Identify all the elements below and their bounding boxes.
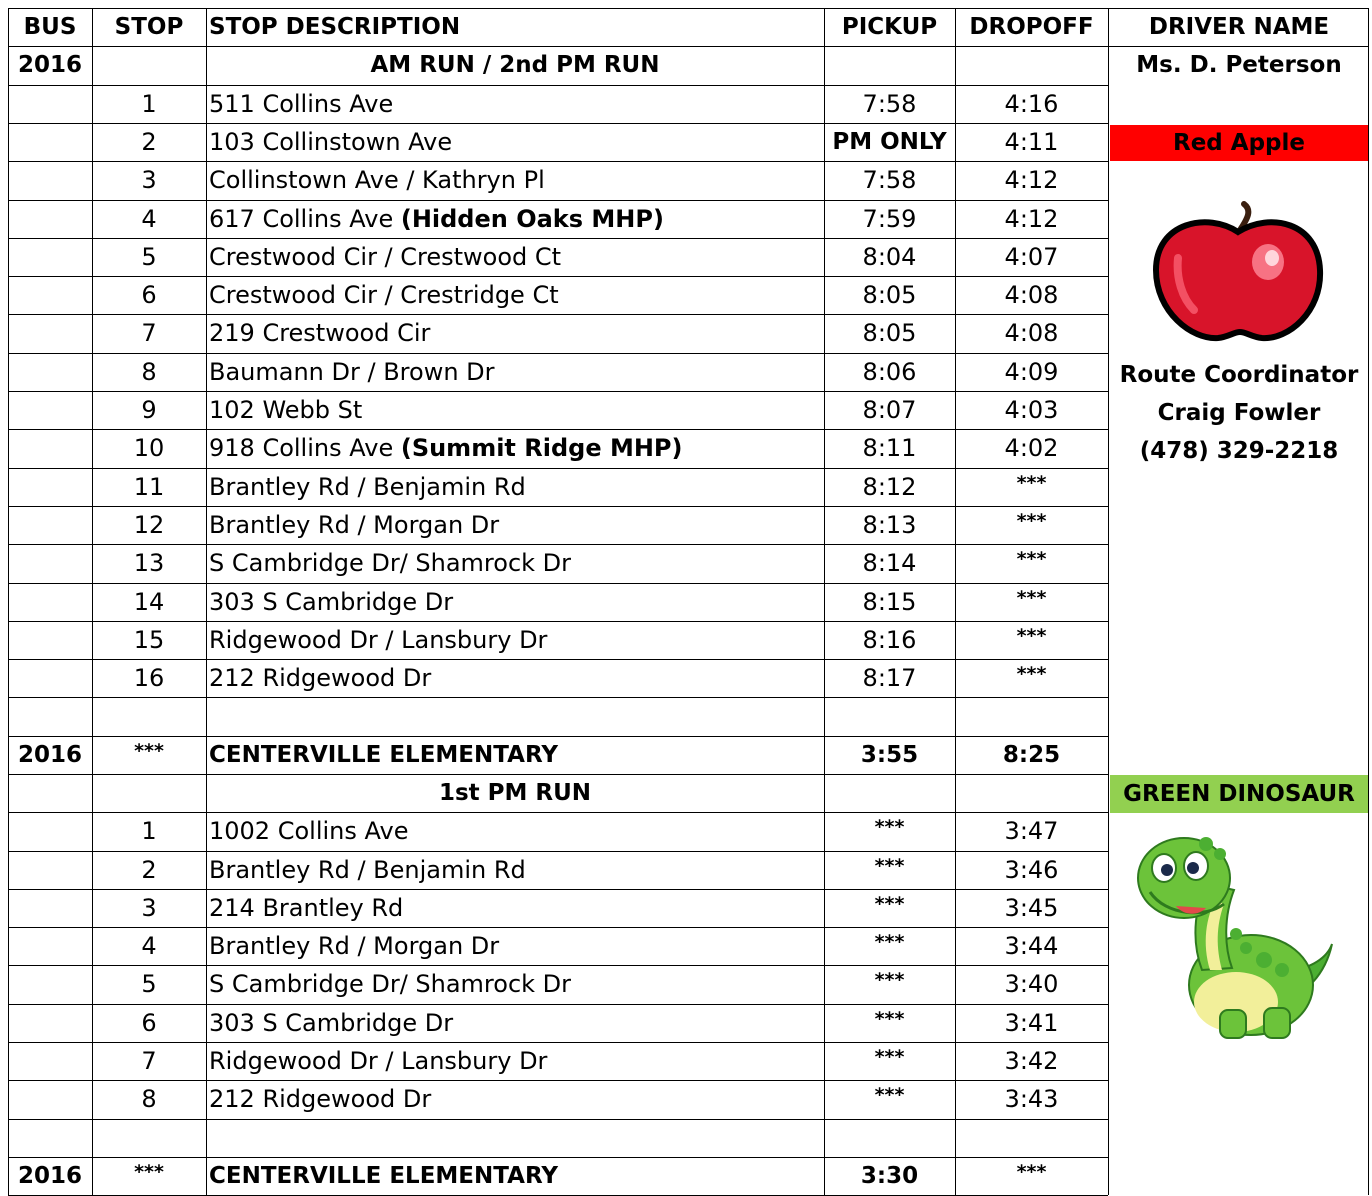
dropoff-time: 4:07 [1004, 243, 1059, 271]
stop-number: 12 [133, 511, 165, 539]
header-bus: BUS [23, 14, 77, 40]
stop-description: Collinstown Ave / Kathryn Pl [209, 166, 545, 194]
green-dinosaur-label: GREEN DINOSAUR [1123, 781, 1355, 807]
stop-description: Brantley Rd / Benjamin Rd [209, 473, 526, 501]
stop-number: 14 [133, 588, 165, 616]
stop-number: 4 [141, 932, 157, 960]
stop-description: 219 Crestwood Cir [209, 319, 431, 347]
dropoff-time: *** [1016, 510, 1047, 532]
stop-description: 511 Collins Ave [209, 90, 394, 118]
dropoff-time: *** [1016, 1161, 1047, 1183]
pickup-time: *** [874, 1046, 905, 1068]
stop-number: 11 [133, 473, 165, 501]
pickup-time: 8:17 [862, 664, 917, 692]
stop-number: 7 [141, 1047, 157, 1075]
pickup-time: 8:11 [862, 434, 917, 462]
dropoff-time: *** [1016, 587, 1047, 609]
dropoff-time: 3:45 [1004, 894, 1059, 922]
green-dinosaur-icon [1136, 820, 1336, 1045]
stop-description: S Cambridge Dr/ Shamrock Dr [209, 549, 572, 577]
grid-col-line [1368, 8, 1369, 1195]
pickup-time: *** [874, 1084, 905, 1106]
bus-number: 2016 [17, 742, 82, 768]
stop-number: 15 [133, 626, 165, 654]
dropoff-time: *** [1016, 472, 1047, 494]
pickup-time: 8:14 [862, 549, 917, 577]
grid-col-line [1108, 8, 1109, 1195]
header-description: STOP DESCRIPTION [209, 14, 461, 40]
dropoff-time: *** [1016, 625, 1047, 647]
pickup-time: *** [874, 893, 905, 915]
header-stop: STOP [114, 14, 184, 40]
run-title: AM RUN / 2nd PM RUN [370, 52, 660, 78]
school-name: CENTERVILLE ELEMENTARY [209, 1163, 559, 1189]
stop-desc-landmark: (Summit Ridge MHP) [400, 434, 683, 462]
stop-description: 103 Collinstown Ave [209, 128, 453, 156]
dropoff-time: 3:43 [1004, 1085, 1059, 1113]
red-apple-icon [1148, 200, 1328, 342]
pickup-time: 8:15 [862, 588, 917, 616]
dropoff-time: 4:12 [1004, 205, 1059, 233]
pickup-time: *** [874, 931, 905, 953]
pickup-time: 8:05 [862, 281, 917, 309]
dropoff-time: 4:03 [1004, 396, 1059, 424]
stop-number: 3 [141, 166, 157, 194]
stop-description: Crestwood Cir / Crestwood Ct [209, 243, 562, 271]
pickup-time: *** [874, 969, 905, 991]
stop-description: 303 S Cambridge Dr [209, 1009, 454, 1037]
pickup-time: *** [874, 1008, 905, 1030]
stop-number: 8 [141, 358, 157, 386]
bus-number: 2016 [17, 1163, 82, 1189]
stop-number: 3 [141, 894, 157, 922]
coordinator-name: Craig Fowler [1157, 400, 1321, 426]
pickup-time: PM ONLY [832, 129, 947, 155]
pickup-time: 8:06 [862, 358, 917, 386]
bus-number: 2016 [17, 52, 82, 78]
pickup-time: 8:05 [862, 319, 917, 347]
dropoff-time: 4:02 [1004, 434, 1059, 462]
dropoff-time: 4:08 [1004, 319, 1059, 347]
stop-description: Ridgewood Dr / Lansbury Dr [209, 626, 548, 654]
stop-number: 8 [141, 1085, 157, 1113]
stop-description: 214 Brantley Rd [209, 894, 404, 922]
stop-number: 4 [141, 205, 157, 233]
dropoff-time: 8:25 [1002, 742, 1061, 768]
stop-description: 212 Ridgewood Dr [209, 1085, 432, 1113]
stop-description [209, 429, 824, 467]
grid-row-line [8, 697, 1108, 698]
pickup-time: *** [874, 816, 905, 838]
run-title: 1st PM RUN [438, 780, 592, 806]
pickup-time: 3:30 [860, 1163, 919, 1189]
coordinator-phone: (478) 329-2218 [1139, 438, 1339, 464]
grid-row-line [8, 1119, 1108, 1120]
school-name: CENTERVILLE ELEMENTARY [209, 742, 559, 768]
stop-number: *** [134, 740, 164, 762]
dropoff-time: *** [1016, 548, 1047, 570]
stop-number: 10 [133, 434, 165, 462]
stop-number: 5 [141, 970, 157, 998]
dropoff-time: 3:47 [1004, 817, 1059, 845]
stop-number: 6 [141, 281, 157, 309]
header-driver: DRIVER NAME [1148, 14, 1330, 40]
stop-description: 1002 Collins Ave [209, 817, 409, 845]
dropoff-time: 3:42 [1004, 1047, 1059, 1075]
dropoff-time: 3:46 [1004, 856, 1059, 884]
dropoff-time: 4:11 [1004, 128, 1059, 156]
dropoff-time: 3:41 [1004, 1009, 1059, 1037]
pickup-time: 7:59 [862, 205, 917, 233]
dropoff-time: 3:44 [1004, 932, 1059, 960]
dropoff-time: 4:12 [1004, 166, 1059, 194]
route-coordinator-label: Route Coordinator [1119, 362, 1359, 388]
grid-col-line [8, 8, 9, 1195]
stop-description: 303 S Cambridge Dr [209, 588, 454, 616]
stop-number: 7 [141, 319, 157, 347]
header-dropoff: DROPOFF [969, 14, 1094, 40]
stop-description: Brantley Rd / Morgan Dr [209, 932, 500, 960]
driver-name: Ms. D. Peterson [1136, 52, 1342, 78]
stop-number: 1 [141, 817, 157, 845]
dropoff-time: 3:40 [1004, 970, 1059, 998]
pickup-time: 7:58 [862, 90, 917, 118]
stop-number: *** [134, 1161, 164, 1183]
dropoff-time: 4:08 [1004, 281, 1059, 309]
stop-number: 2 [141, 128, 157, 156]
pickup-time: 3:55 [860, 742, 919, 768]
stop-description: Ridgewood Dr / Lansbury Dr [209, 1047, 548, 1075]
dropoff-time: 4:09 [1004, 358, 1059, 386]
stop-description: 212 Ridgewood Dr [209, 664, 432, 692]
stop-desc-landmark: (Hidden Oaks MHP) [400, 205, 664, 233]
pickup-time: 8:07 [862, 396, 917, 424]
stop-description: Brantley Rd / Benjamin Rd [209, 856, 526, 884]
stop-description: Crestwood Cir / Crestridge Ct [209, 281, 559, 309]
stop-description: Baumann Dr / Brown Dr [209, 358, 495, 386]
stop-number: 5 [141, 243, 157, 271]
pickup-time: 8:16 [862, 626, 917, 654]
stop-description: 102 Webb St [209, 396, 363, 424]
red-apple-label: Red Apple [1173, 130, 1305, 156]
stop-desc-text: 918 Collins Ave [209, 434, 401, 462]
stop-desc-text: 617 Collins Ave [209, 205, 401, 233]
pickup-time: *** [874, 855, 905, 877]
pickup-time: 8:04 [862, 243, 917, 271]
dropoff-time: 4:16 [1004, 90, 1059, 118]
pickup-time: 8:13 [862, 511, 917, 539]
stop-number: 13 [133, 549, 165, 577]
stop-number: 2 [141, 856, 157, 884]
dropoff-time: *** [1016, 663, 1047, 685]
stop-number: 6 [141, 1009, 157, 1037]
stop-description [209, 200, 824, 238]
pickup-time: 8:12 [862, 473, 917, 501]
pickup-time: 7:58 [862, 166, 917, 194]
header-pickup: PICKUP [841, 14, 938, 40]
grid-col-line [206, 8, 207, 1195]
stop-number: 1 [141, 90, 157, 118]
stop-description: Brantley Rd / Morgan Dr [209, 511, 500, 539]
stop-description: S Cambridge Dr/ Shamrock Dr [209, 970, 572, 998]
stop-number: 9 [141, 396, 157, 424]
stop-number: 16 [133, 664, 165, 692]
